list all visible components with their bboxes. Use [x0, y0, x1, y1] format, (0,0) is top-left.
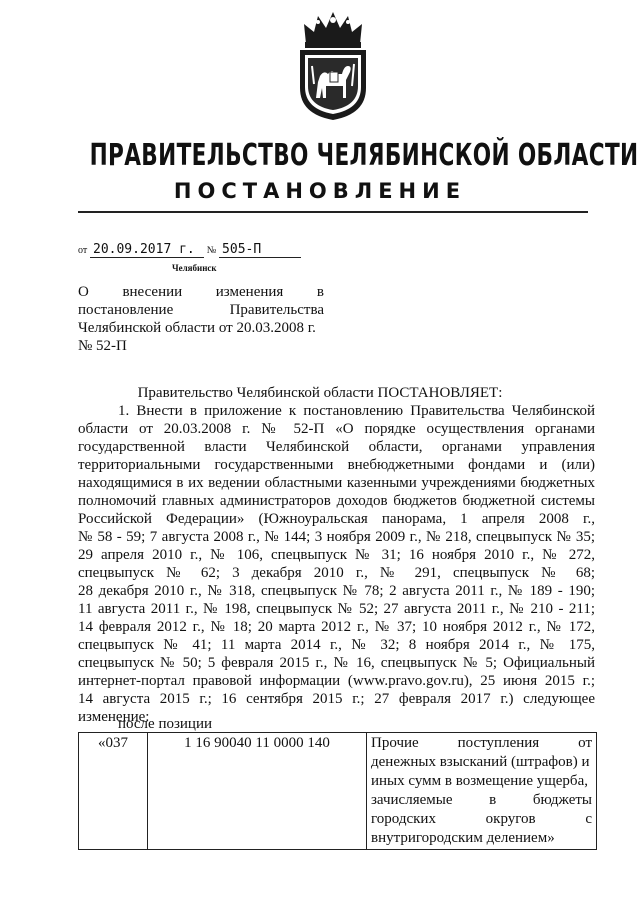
header-divider: [78, 211, 588, 213]
body-line: изменение:: [78, 709, 150, 725]
body-line: 14 февраля 2012 г., № 18; 20 марта 2012 г., № 37; 10 ноября 2012 г., № 172,: [78, 619, 595, 635]
body-line: находящимися в их ведении областными казенными учреждениями бюджетных: [78, 475, 595, 491]
description-line: городских округов с: [371, 811, 592, 827]
description-line: денежных взысканий (штрафов) и: [371, 754, 590, 770]
body-line: спецвыпуск № 50; 5 февраля 2015 г., № 16, спецвыпуск № 5; Официальный: [78, 655, 595, 671]
coat-of-arms-emblem: [290, 10, 376, 122]
position-code: «037: [79, 733, 148, 850]
document-number: 505-П: [219, 243, 301, 258]
body-line: области от 20.03.2008 г. № 52-П «О порядке осуществления органами: [78, 421, 595, 437]
description-line: Прочие поступления от: [371, 735, 592, 751]
body-line: 14 августа 2015 г.; 16 сентября 2015 г.; 27 февраля 2017 г.) следующее: [78, 691, 595, 707]
body-line: спецвыпуск № 41; 11 марта 2014 г., № 32; 8 ноября 2014 г., № 175,: [78, 637, 595, 653]
government-title: ПРАВИТЕЛЬСТВО ЧЕЛЯБИНСКОЙ ОБЛАСТИ: [89, 138, 639, 173]
description-line: иных сумм в возмещение ущерба,: [371, 773, 588, 789]
position-table: [78, 732, 597, 850]
number-prefix: №: [206, 245, 217, 256]
date-prefix: от: [78, 245, 88, 256]
body-paragraph: [78, 402, 595, 726]
body-line: государственной власти Челябинской области, органами управления: [78, 439, 595, 455]
decree-statement: Правительство Челябинской области ПОСТАНОВЛЯЕТ:: [137, 385, 503, 401]
description-line: внутригородским делением»: [371, 830, 555, 846]
position-description: [367, 733, 597, 850]
body-line: Российской Федерации» (Южноуральская панорама, 1 апреля 2008 г.,: [78, 511, 595, 527]
document-meta: [78, 243, 301, 258]
subject-line: № 52-П: [78, 338, 127, 354]
body-line: № 58 - 59; 7 августа 2008 г., № 144; 3 ноября 2009 г., № 218, спецвыпуск № 35;: [78, 529, 595, 545]
subject-line: постановление Правительства: [78, 302, 324, 318]
body-line: 11 августа 2011 г., № 198, спецвыпуск № 52; 27 августа 2011 г., № 210 - 211;: [78, 601, 595, 617]
body-line: территориальными государственными внебюджетными фондами и (или): [78, 457, 595, 473]
budget-classification-code: 1 16 90040 11 0000 140: [148, 733, 367, 850]
body-line: полномочий главных администраторов доходов бюджетов бюджетной системы: [78, 493, 595, 509]
document-subject: [78, 283, 324, 355]
subject-line: О внесении изменения в: [78, 284, 324, 300]
body-line: 1. Внести в приложение к постановлению Правительства Челябинской: [118, 403, 595, 419]
table-row: [79, 733, 597, 850]
body-line: 29 апреля 2010 г., № 106, спецвыпуск № 31; 16 ноября 2010 г., № 272,: [78, 547, 595, 563]
document-date: 20.09.2017 г.: [90, 243, 204, 258]
after-position-label: после позиции: [118, 716, 213, 732]
description-line: зачисляемые в бюджеты: [371, 792, 592, 808]
document-city: Челябинск: [172, 263, 217, 273]
document-type: ПОСТАНОВЛЕНИЕ: [173, 179, 467, 203]
subject-line: Челябинской области от 20.03.2008 г.: [78, 320, 316, 336]
body-line: 28 декабря 2010 г., № 318, спецвыпуск № 78; 2 августа 2011 г., № 189 - 190;: [78, 583, 595, 599]
body-line: интернет-портал правовой информации (www.pravo.gov.ru), 25 июня 2015 г.;: [78, 673, 595, 689]
body-line: спецвыпуск № 62; 3 декабря 2010 г., № 291, спецвыпуск № 68;: [78, 565, 595, 581]
